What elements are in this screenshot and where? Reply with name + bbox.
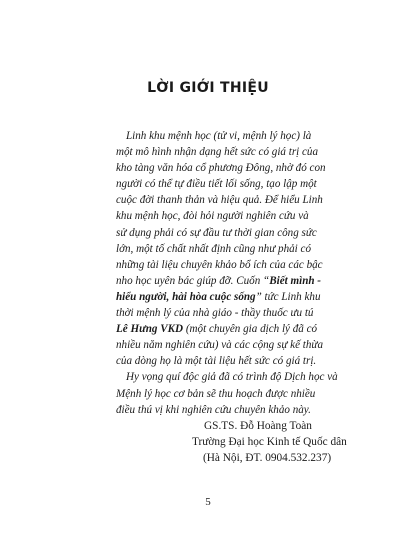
paragraph-line-text: nho học uyên bác giúp đỡ. Cuốn “ [116, 274, 270, 287]
paragraph-line-text: (một chuyên gia dịch lý đã có [183, 323, 318, 336]
paragraph-line: khu mệnh học, đòi hỏi người nghiên cứu và [116, 210, 309, 223]
paragraph-line: người có thể tự điều tiết lối sống, tạo lập một [116, 178, 317, 191]
paragraph-line-text: ” tức Linh khu [255, 290, 321, 303]
paragraph-line: của dòng họ là một tài liệu hết sức có giá trị. [116, 355, 317, 368]
paragraph-line: một mô hình nhận dạng hết sức có giá trị của [116, 146, 319, 159]
paragraph-line: thời mệnh lý của nhà giáo - thầy thuốc ưu tú [116, 307, 314, 320]
introduction-paragraph [116, 128, 349, 418]
page-number: 5 [205, 496, 211, 508]
paragraph-line: cuộc đời thanh thản và hiệu quả. Để hiểu Linh [116, 194, 323, 207]
paragraph-line [116, 321, 349, 337]
author-name: Lê Hưng VKD [116, 323, 184, 336]
paragraph-line: Linh khu mệnh học (tử vi, mệnh lý học) là [126, 130, 312, 142]
page-title: LỜI GIỚI THIỆU [147, 80, 269, 96]
paragraph-line: Mệnh lý học cơ bản sẽ thu hoạch được nhiều [116, 387, 316, 400]
book-title-part-2: hiểu người, hài hòa cuộc sống [116, 290, 256, 303]
signature-name: GS.TS. Đỗ Hoàng Toàn [204, 420, 312, 432]
paragraph-line: lớn, một tố chất nhất định cũng như phải có [116, 242, 312, 255]
paragraph-line: sử dụng phải có sự đầu tư thời gian công sức [116, 226, 317, 239]
paragraph-line [116, 289, 349, 305]
paragraph-line: nhiều năm nghiên cứu) và các cộng sự kế thừa [116, 339, 323, 352]
paragraph-line: kho tàng văn hóa cổ phương Đông, nhờ đó con [116, 162, 326, 175]
book-title-part-1: Biết mình - [269, 274, 321, 287]
signature-location: (Hà Nội, ĐT. 0904.532.237) [203, 452, 332, 464]
paragraph-line: những tài liệu chuyên khảo bổ ích của các bậc [116, 258, 323, 271]
signature-affiliation: Trường Đại học Kinh tế Quốc dân [192, 436, 347, 448]
paragraph-line [116, 273, 349, 289]
paragraph-line: điều thú vị khi nghiên cứu chuyên khảo này. [116, 403, 311, 416]
paragraph-line: Hy vọng quí độc giả đã có trình độ Dịch học và [126, 371, 338, 384]
